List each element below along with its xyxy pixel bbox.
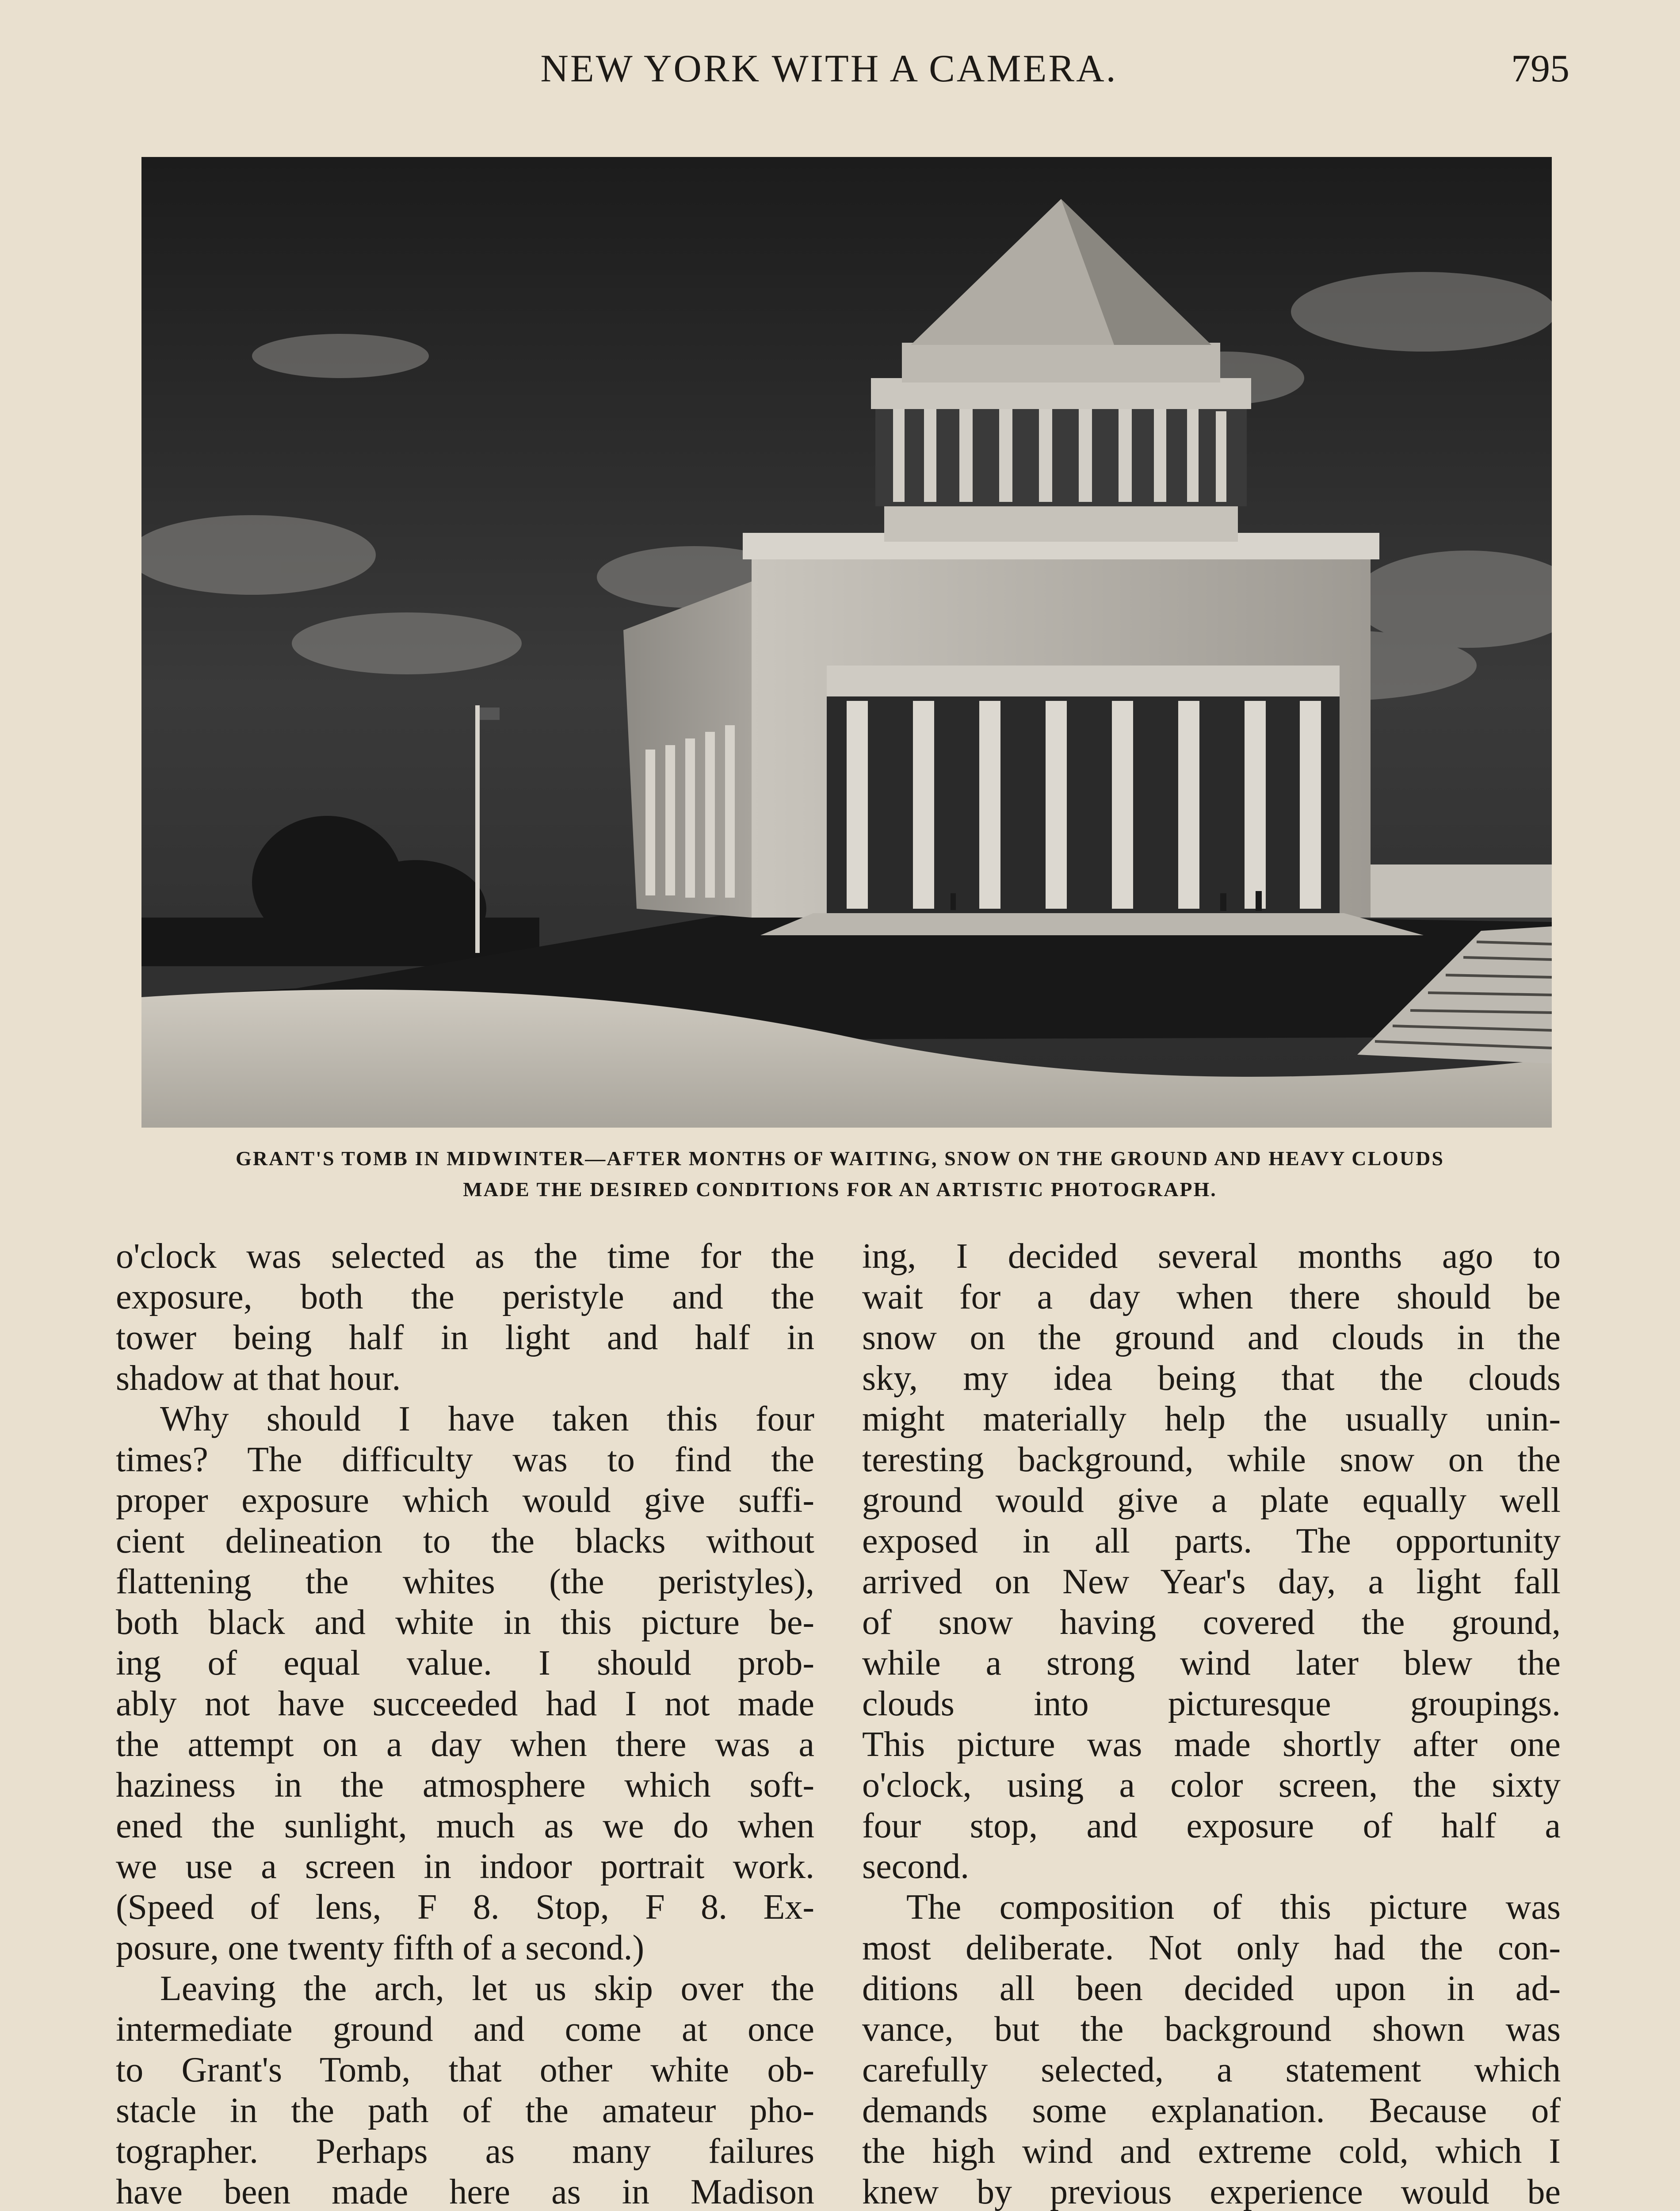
drum-entablature (871, 378, 1251, 409)
text-line: stacle in the path of the amateur pho- (116, 2091, 814, 2130)
portico-entablature (827, 666, 1340, 696)
text-line: exposure, both the peristyle and the (116, 1278, 814, 1316)
text-line: both black and white in this picture be- (116, 1603, 814, 1642)
paragraph (862, 1236, 1561, 1887)
text-line: proper exposure which would give suffi- (116, 1481, 814, 1520)
text-line: second. (862, 1847, 970, 1886)
text-line: exposed in all parts. The opportunity (862, 1522, 1561, 1561)
drum-attic (902, 343, 1220, 383)
text-line: flattening the whites (the peristyles), (116, 1562, 814, 1601)
text-line: might materially help the usually unin- (862, 1400, 1561, 1438)
text-line: the high wind and extreme cold, which I (862, 2132, 1561, 2171)
drum-base (884, 502, 1238, 542)
text-line: the attempt on a day when there was a (116, 1725, 814, 1764)
text-line: o'clock, using a color screen, the sixty (862, 1766, 1561, 1805)
text-line: times? The difficulty was to find the (116, 1440, 814, 1479)
text-line: cient delineation to the blacks without (116, 1522, 814, 1561)
text-line: The composition of this picture was (906, 1888, 1561, 1927)
paragraph (862, 1887, 1561, 2211)
front-steps (760, 913, 1424, 935)
text-line: tower being half in light and half in (116, 1318, 814, 1357)
text-line: haziness in the atmosphere which soft- (116, 1766, 814, 1805)
paragraph (116, 1399, 814, 1968)
text-line: snow on the ground and clouds in the (862, 1318, 1561, 1357)
text-line: (Speed of lens, F 8. Stop, F 8. Ex- (116, 1888, 814, 1927)
text-line: knew by previous experience would be (862, 2173, 1561, 2211)
text-line: wait for a day when there should be (862, 1278, 1561, 1316)
text-line: four stop, and exposure of half a (862, 1806, 1561, 1845)
text-line: Why should I have taken this four (160, 1400, 814, 1438)
text-line: vance, but the background shown was (862, 2010, 1561, 2049)
text-line: teresting background, while snow on the (862, 1440, 1561, 1479)
text-line: ing, I decided several months ago to (862, 1237, 1561, 1276)
grant-tomb-photograph (141, 157, 1552, 1128)
running-header: NEW YORK WITH A CAMERA. (540, 47, 1118, 90)
text-line: most deliberate. Not only had the con- (862, 1928, 1561, 1967)
text-line: ened the sunlight, much as we do when (116, 1806, 814, 1845)
text-line: ing of equal value. I should prob- (116, 1644, 814, 1683)
text-line: clouds into picturesque groupings. (862, 1684, 1561, 1723)
photo-illustration (141, 157, 1552, 1128)
text-line: o'clock was selected as the time for the (116, 1237, 814, 1276)
text-line: of snow having covered the ground, (862, 1603, 1561, 1642)
flag (480, 708, 500, 720)
text-line: ably not have succeeded had I not made (116, 1684, 814, 1723)
text-line: Leaving the arch, let us skip over the (160, 1969, 814, 2008)
text-line: to Grant's Tomb, that other white ob- (116, 2050, 814, 2089)
side-building (1362, 865, 1552, 918)
caption-line: MADE THE DESIRED CONDITIONS FOR AN ARTISTIC PHOTOGRAPH. (463, 1178, 1217, 1201)
caption-line: GRANT'S TOMB IN MIDWINTER—AFTER MONTHS OF WAITING, SNOW ON THE GROUND AND HEAVY CLOUDS (236, 1147, 1444, 1170)
text-column-right (862, 1236, 1561, 2211)
text-line: intermediate ground and come at once (116, 2010, 814, 2049)
text-column-left (116, 1236, 814, 2211)
flagpole (475, 705, 480, 953)
text-line: demands some explanation. Because of (862, 2091, 1561, 2130)
text-line: posure, one twenty fifth of a second.) (116, 1928, 645, 1967)
text-line: carefully selected, a statement which (862, 2050, 1561, 2089)
text-line: shadow at that hour. (116, 1359, 401, 1398)
text-line: sky, my idea being that the clouds (862, 1359, 1561, 1398)
text-line: arrived on New Year's day, a light fall (862, 1562, 1561, 1601)
text-line: have been made here as in Madison (116, 2173, 814, 2211)
text-line: ground would give a plate equally well (862, 1481, 1561, 1520)
photo-caption (88, 1143, 1592, 1205)
paragraph (116, 1236, 814, 1399)
text-line: tographer. Perhaps as many failures (116, 2132, 814, 2171)
page-number: 795 (1511, 47, 1569, 90)
text-line: while a strong wind later blew the (862, 1644, 1561, 1683)
paragraph (116, 1968, 814, 2211)
text-line: ditions all been decided upon in ad- (862, 1969, 1561, 2008)
text-line: we use a screen in indoor portrait work. (116, 1847, 814, 1886)
text-line: This picture was made shortly after one (862, 1725, 1561, 1764)
